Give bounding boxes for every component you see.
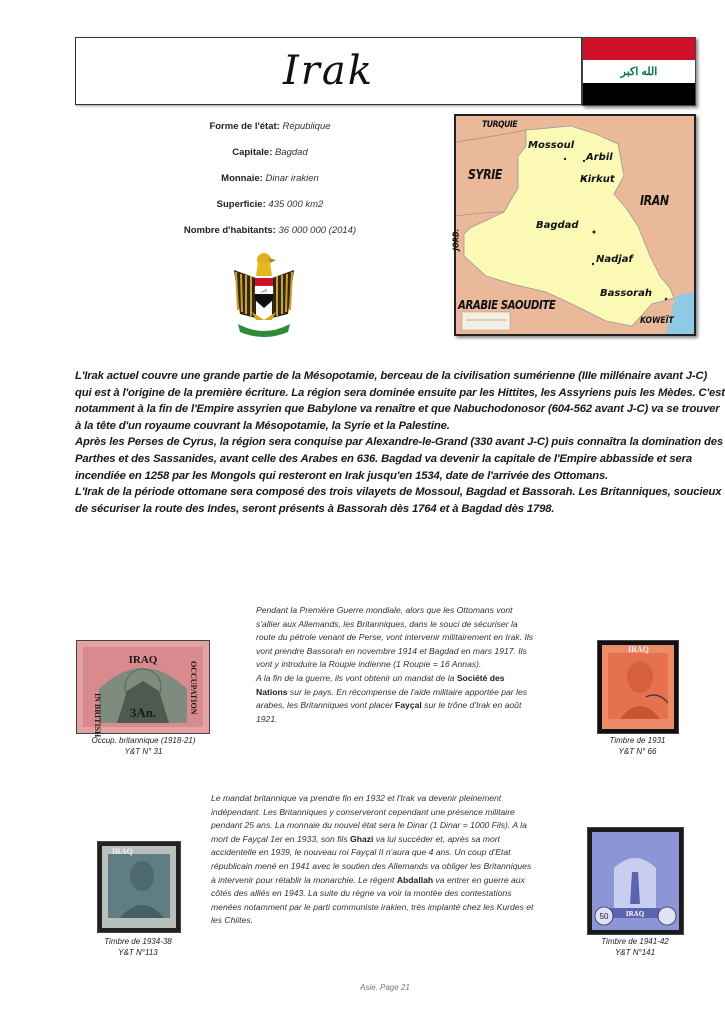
fact-government: [160, 114, 380, 140]
stamp-caption: [66, 735, 221, 757]
fact-label: Forme de l'état:: [209, 121, 280, 132]
stamp-1934-38: [97, 841, 181, 933]
iraq-flag: [582, 37, 696, 106]
ww1-mandate-text: [256, 604, 536, 726]
title-box: [75, 37, 582, 105]
history-text: [75, 368, 725, 517]
blurb-paragraph: [256, 672, 536, 726]
flag-black-band: [583, 83, 695, 105]
fact-label: Superficie:: [216, 199, 266, 210]
fact-value: 435 000 km2: [268, 199, 324, 210]
text-emphasis: Société des Nations: [256, 672, 505, 697]
stamp-caption-ref: Y&T N°141: [614, 948, 656, 957]
stamp-caption-title: Timbre de 1934-38: [104, 937, 172, 946]
flag-white-band: [583, 60, 695, 82]
stamp-text-iraq: IRAQ: [625, 910, 645, 918]
fact-value: 36 000 000 (2014): [278, 225, 357, 236]
history-paragraph: L'Irak de la période ottomane sera composé des trois vilayets de Mossoul, Bagdad et Bassorah. Les Britanniques, soucieux de sécuriser la route des Indes, seront présents à Bassorah dès 1764 et à Bagdad dès 1798.: [75, 486, 722, 515]
svg-text:اكبر: اكبر: [260, 288, 268, 293]
stamp-overprint-british: IN BRITISH: [93, 693, 102, 738]
fact-label: Nombre d'habitants:: [183, 225, 276, 236]
map-city-bagdad: Bagdad: [536, 220, 579, 231]
stamp-text-iraq: IRAQ: [628, 645, 649, 654]
coat-of-arms-emblem: [226, 248, 302, 338]
text-run: A la fin de la guerre, ils vont obtenir un mandat de la: [256, 672, 457, 683]
text-emphasis: Abdallah: [396, 874, 434, 885]
flag-red-band: [583, 38, 695, 60]
map-city-bassorah: Bassorah: [600, 288, 652, 299]
fact-population: [160, 218, 380, 244]
stamp-occupation-britannique: [76, 640, 210, 738]
stamp-caption-title: Timbre de 1941-42: [601, 937, 669, 946]
text-run: sur le pays. En récompense de l'aide militaire apportée par les arabes, les Britanniques vont placer: [256, 686, 528, 711]
stamp-caption-ref: Y&T N°113: [118, 948, 158, 957]
blurb-paragraph: Pendant la Première Guerre mondiale, alors que les Ottomans vont s'allier aux Allemands, les Britanniques, dans le souci de sécuriser la route du pétrole venant de Perse, vont intervenir militairement en Irak. Ils vont prendre Bassorah en novembre 1914 et Bagdad en mars 1917. Ils vont y introduire la Roupie indienne (1 Roupie = 16 Annas).: [256, 605, 534, 670]
stamp-caption-ref: Y&T N° 31: [124, 747, 163, 756]
fact-value: Dinar irakien: [265, 173, 319, 184]
history-paragraph: Après les Perses de Cyrus, la région sera conquise par Alexandre-le-Grand (330 avant J-C) puis connaîtra la domination des Parthes et des Sassanides, avant celle des Arabes en 636. Bagdad va devenir la capitale de l'Empire abbasside et sera incendiée en 1258 par les Mongols qui resteront en Irak jusqu'en 1534, date de l'arrivée des Ottomans.: [75, 436, 724, 482]
map-label-turquie: TURQUIE: [482, 120, 518, 130]
page-title: Irak: [282, 48, 374, 94]
map-label-jordanie: JORD.: [451, 228, 461, 251]
stamp-caption: [590, 735, 685, 757]
independence-text: [211, 792, 536, 928]
page-footer: Asie. Page 21: [360, 983, 410, 992]
fact-value: République: [282, 121, 331, 132]
stamp-caption-title: Occup. britannique (1918-21): [91, 736, 196, 745]
map-label-iran: IRAN: [640, 194, 669, 209]
map-city-kirkut: Kirkut: [580, 174, 615, 185]
text-run: sur le trône d'Irak en août 1921.: [256, 700, 522, 724]
stamp-caption-ref: Y&T N° 66: [618, 747, 657, 756]
fact-label: Monnaie:: [221, 173, 263, 184]
map-city-nadjaf: Nadjaf: [596, 254, 633, 265]
map-city-arbil: Arbil: [586, 152, 613, 163]
text-run: Le mandat britannique va prendre fin en 1932 et l'Irak va devenir pleinement indépendant. Les Britanniques y conserveront cependant une présence militaire pendant 25 ans. La monnaie du nouvel état sera le Dinar (1 Dinar = 1000 Fils). A la mort de Fayçal 1er en 1933, son fils: [211, 793, 527, 844]
stamp-text-iraq: IRAQ: [112, 847, 133, 856]
blurb-paragraph: [211, 792, 536, 928]
stamp-overprint-iraq: IRAQ: [128, 654, 158, 666]
iraq-map: [451, 114, 696, 336]
map-label-arabie-saoudite: ARABIE SAOUDITE: [458, 298, 556, 312]
flag-takbir-text: الله اكبر: [620, 65, 658, 78]
country-facts: [160, 114, 380, 244]
text-run: va entrer en guerre aux côtés des alliés en 1943. La suite du règne va voir la montée des contestations menées notamment par le parti communiste irakien, très implanté chez les Kurdes et les Chiites.: [211, 874, 534, 926]
map-label-syrie: SYRIE: [468, 168, 503, 183]
stamp-caption: [88, 936, 188, 958]
stamp-overprint-occupation: OCCUPATION: [189, 661, 198, 715]
stamp-caption: [585, 936, 685, 958]
fact-area: [160, 192, 380, 218]
stamp-caption-title: Timbre de 1931: [609, 736, 666, 745]
text-run: va lui succéder et, après sa mort accidentelle en 1939, le nouveau roi Fayçal II n'aura que 4 ans. Un coup d'Etat républicain mené en 1941 avec le soutien des Allemands va obliger les Britanniques à intervenir pour rétablir la monarchie. Le régent: [211, 833, 532, 885]
map-city-mossoul: Mossoul: [528, 140, 575, 151]
fact-capital: [160, 140, 380, 166]
map-label-koweit: KOWEÏT: [640, 316, 674, 326]
fact-label: Capitale:: [232, 147, 273, 158]
stamp-overprint-value: 3An.: [129, 705, 157, 720]
stamp-1931: [597, 640, 679, 734]
text-emphasis: Fayçal: [395, 700, 422, 711]
stamp-1941-42: [587, 827, 684, 935]
fact-value: Bagdad: [275, 147, 308, 158]
stamp-value-50: 50: [599, 912, 609, 921]
text-emphasis: Ghazi: [350, 833, 374, 844]
history-paragraph: L'Irak actuel couvre une grande partie de la Mésopotamie, berceau de la civilisation sumérienne (IIIe millénaire avant J-C) qui est à l'origine de la première écriture. La région sera dominée ensuite par les Hittites, les Assyriens puis les Mèdes. C'est notamment à la fin de l'Empire assyrien que Babylone va renaître et que Nabuchodonosor (604-562 avant J-C) va se trouver à la tête d'un royaume couvrant la Mésopotamie, la Syrie et la Palestine.: [75, 370, 725, 432]
fact-currency: [160, 166, 380, 192]
